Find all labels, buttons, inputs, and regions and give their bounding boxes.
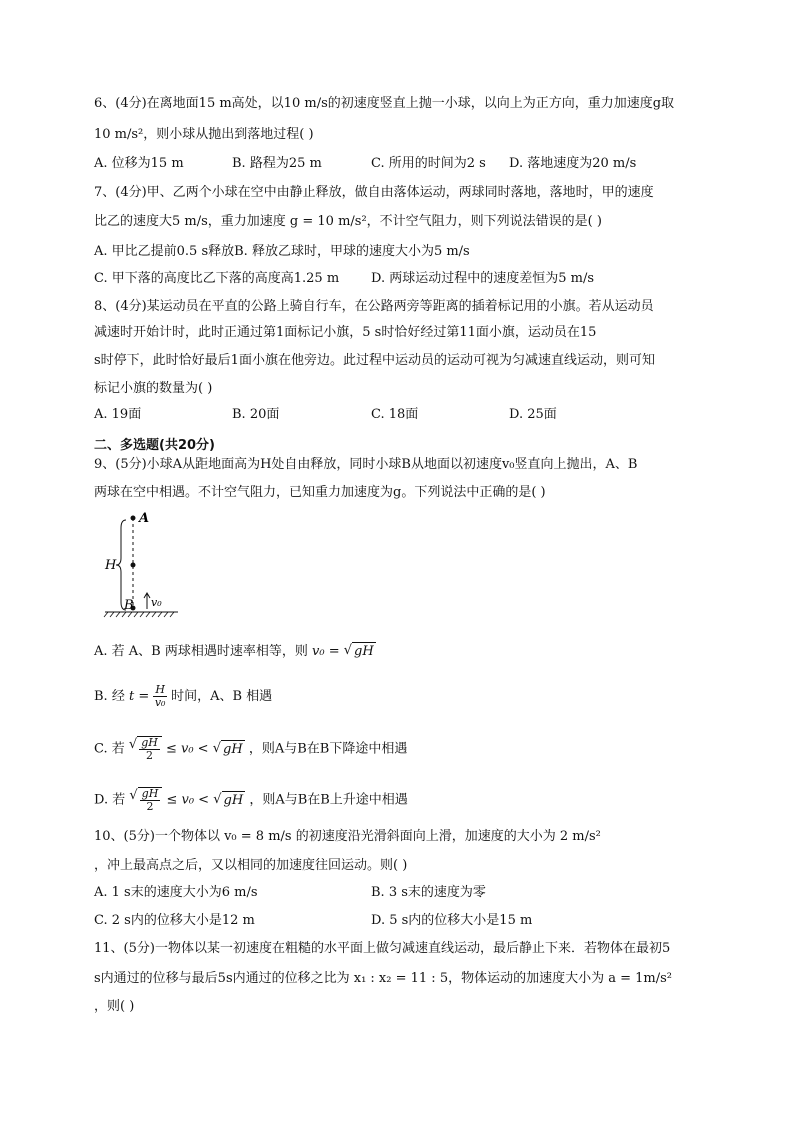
q9-d-den: 2 — [146, 800, 154, 813]
q6-option-c: C. 所用的时间为2 s — [371, 156, 486, 171]
q9-d-num: gH — [141, 787, 159, 800]
q9-b-fraction — [153, 684, 167, 709]
q9-a-radicand: gH — [354, 644, 374, 659]
q7-option-ab: A. 甲比乙提前0.5 s释放B. 释放乙球时，甲球的速度大小为5 m/s — [94, 244, 470, 259]
q9-b-prefix: B. 经 — [94, 689, 125, 704]
q10-line1: 10、(5分)一个物体以 v₀ = 8 m/s 的初速度沿光滑斜面向上滑，加速度的大小为 2 m/s² — [94, 829, 601, 844]
q9-d-sqrt-frac: √ $\frac{gH}{2}$ — [129, 787, 162, 813]
q9-a-prefix: A. 若 A、B 两球相遇时速率相等，则 — [94, 644, 308, 659]
q7-option-c: C. 甲下落的高度比乙下落的高度高1.25 m — [94, 271, 340, 286]
q8-option-d: D. 25面 — [509, 407, 557, 422]
q9-c-radicand: gH — [223, 741, 243, 757]
section-heading: 二、多选题(共20分) — [94, 438, 215, 453]
q9-c-num: gH — [141, 736, 158, 749]
q9-c-den: 2 — [146, 749, 153, 762]
q6-option-b: B. 路程为25 m — [232, 156, 322, 171]
q9-option-b — [94, 684, 272, 709]
q9-d-radicand: gH — [223, 792, 244, 808]
fig-label-a: A — [139, 511, 150, 526]
q9-c-sqrt-frac: √ $\frac{gH}{2}$ — [129, 736, 162, 762]
q7-line2: 比乙的速度大5 m/s，重力加速度 g = 10 m/s²，不计空气阻力，则下列说法错误的是( ) — [94, 214, 602, 229]
q10-option-a: A. 1 s末的速度大小为6 m/s — [94, 885, 258, 900]
fig-ground-hatch — [104, 612, 174, 617]
q6-line1: 6、(4分)在离地面15 m高处，以10 m/s的初速度竖直上抛一小球，以向上为正方向，重力加速度g取 — [94, 96, 675, 111]
q9-b-den: v₀ — [154, 696, 166, 709]
fig-brace — [116, 520, 126, 610]
q9-option-d — [94, 787, 408, 813]
q8-option-b: B. 20面 — [232, 407, 280, 422]
q11-line2: s内通过的位移与最后5s内通过的位移之比为 x₁ : x₂ = 11 : 5，物体运动的加速度大小为 a = 1m/s² — [94, 971, 672, 986]
fig-label-v0: v₀ — [151, 596, 162, 609]
q10-option-d: D. 5 s内的位移大小是15 m — [371, 913, 533, 928]
q9-option-c — [94, 736, 407, 762]
fig-ball-a — [131, 516, 136, 521]
q8-option-a: A. 19面 — [94, 407, 142, 422]
q6-line2: 10 m/s²，则小球从抛出到落地过程( ) — [94, 127, 314, 142]
q7-line1: 7、(4分)甲、乙两个小球在空中由静止释放，做自由落体运动，两球同时落地，落地时，甲的速度 — [94, 185, 654, 200]
q9-figure — [100, 508, 180, 620]
q9-b-num: H — [155, 683, 165, 696]
q10-option-c: C. 2 s内的位移大小是12 m — [94, 913, 255, 928]
q11-line1: 11、(5分)一物体以某一初速度在粗糙的水平面上做匀减速直线运动，最后静止下来．若物体在最初5 — [94, 941, 671, 956]
q9-a-v0: v₀ = — [312, 644, 340, 659]
q8-line3: s时停下，此时恰好最后1面小旗在他旁边。此过程中运动员的运动可视为匀减速直线运动，则可知 — [94, 353, 655, 368]
q6-option-d: D. 落地速度为20 m/s — [509, 156, 637, 171]
q7-option-d: D. 两球运动过程中的速度差恒为5 m/s — [371, 271, 595, 286]
fig-ball-mid — [131, 563, 136, 568]
q9-line2: 两球在空中相遇。不计空气阻力，已知重力加速度为g。下列说法中正确的是( ) — [94, 485, 546, 500]
q9-d-sqrt: √ gH — [213, 791, 244, 808]
fig-label-b: B — [124, 598, 134, 613]
fig-label-h: H — [105, 558, 117, 573]
q9-d-prefix: D. 若 — [94, 792, 126, 808]
q9-c-mid: ≤ v₀ < — [165, 741, 209, 757]
q9-b-suffix: 时间，A、B 相遇 — [171, 689, 273, 704]
q9-b-t: t = — [128, 689, 150, 704]
q9-d-suffix: ，则A与B在B上升途中相遇 — [249, 792, 408, 808]
q9-c-sqrt: √ gH — [212, 740, 243, 757]
q9-c-fraction — [139, 737, 160, 762]
q9-c-suffix: ，则A与B在B下降途中相遇 — [248, 741, 408, 757]
q9-c-prefix: C. 若 — [94, 741, 125, 757]
q6-option-a: A. 位移为15 m — [94, 156, 184, 171]
q9-d-mid: ≤ v₀ < — [166, 792, 210, 808]
q11-line3: ，则( ) — [94, 999, 135, 1014]
q9-line1: 9、(5分)小球A从距地面高为H处自由释放，同时小球B从地面以初速度v₀竖直向上抛出，A、B — [94, 457, 638, 472]
q9-a-sqrt: √ gH — [343, 643, 374, 659]
q8-line2: 减速时开始计时，此时正通过第1面标记小旗，5 s时恰好经过第11面小旗，运动员在15 — [94, 325, 597, 340]
q9-d-fraction — [140, 788, 161, 813]
q8-line1: 8、(4分)某运动员在平直的公路上骑自行车，在公路两旁等距离的插着标记用的小旗。若从运动员 — [94, 299, 654, 314]
q10-option-b: B. 3 s末的速度为零 — [371, 885, 486, 900]
q8-option-c: C. 18面 — [371, 407, 419, 422]
q10-line2: ，冲上最高点之后，又以相同的加速度往回运动。则( ) — [94, 858, 408, 873]
q9-option-a — [94, 642, 376, 661]
q8-line4: 标记小旗的数量为( ) — [94, 381, 213, 396]
